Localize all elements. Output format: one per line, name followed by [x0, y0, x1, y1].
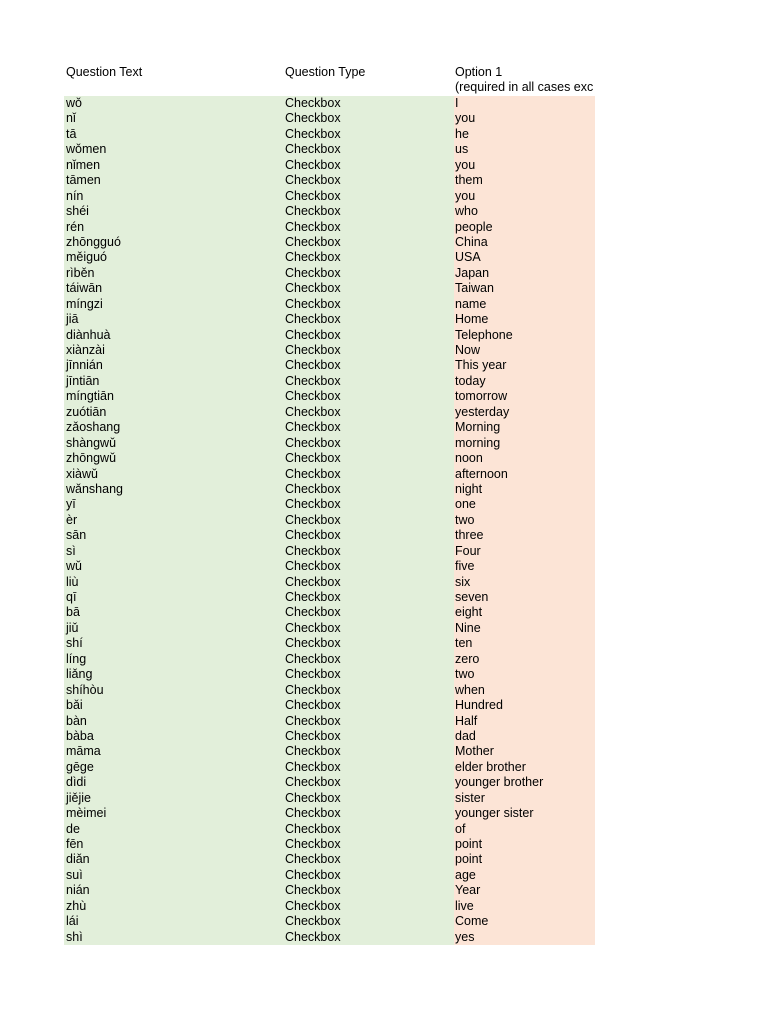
question-text-cell[interactable]: wǎnshang: [64, 482, 283, 497]
question-type-cell[interactable]: Checkbox: [283, 482, 454, 497]
question-type-cell[interactable]: Checkbox: [283, 142, 454, 157]
table-row: [64, 729, 595, 744]
table-row: [64, 436, 595, 451]
question-text-cell[interactable]: nián: [64, 883, 283, 898]
table-row: [64, 405, 595, 420]
question-type-cell[interactable]: Checkbox: [283, 513, 454, 528]
header-option-1-note: (required in all cases exc: [455, 80, 594, 94]
question-type-cell[interactable]: Checkbox: [283, 914, 454, 929]
table-row: [64, 914, 595, 929]
option-1-cell[interactable]: two: [454, 667, 595, 682]
option-1-cell[interactable]: dad: [454, 729, 595, 744]
option-1-cell[interactable]: Mother: [454, 744, 595, 759]
question-text-cell[interactable]: sān: [64, 528, 283, 543]
question-text-cell[interactable]: zhōngguó: [64, 235, 283, 250]
question-text-cell[interactable]: liù: [64, 575, 283, 590]
question-type-cell[interactable]: Checkbox: [283, 96, 454, 111]
option-1-cell[interactable]: seven: [454, 590, 595, 605]
table-row: [64, 899, 595, 914]
option-1-cell[interactable]: noon: [454, 451, 595, 466]
table-row: [64, 667, 595, 682]
question-text-cell[interactable]: nǐmen: [64, 158, 283, 173]
question-type-cell[interactable]: Checkbox: [283, 389, 454, 404]
question-type-cell[interactable]: Checkbox: [283, 189, 454, 204]
option-1-cell[interactable]: you: [454, 189, 595, 204]
option-1-cell[interactable]: younger sister: [454, 806, 595, 821]
option-1-cell[interactable]: you: [454, 111, 595, 126]
question-type-cell[interactable]: Checkbox: [283, 559, 454, 574]
option-1-cell[interactable]: when: [454, 683, 595, 698]
question-type-cell[interactable]: Checkbox: [283, 744, 454, 759]
question-text-cell[interactable]: gēge: [64, 760, 283, 775]
table-row: [64, 482, 595, 497]
question-type-cell[interactable]: Checkbox: [283, 250, 454, 265]
option-1-cell[interactable]: Morning: [454, 420, 595, 435]
question-type-cell[interactable]: Checkbox: [283, 605, 454, 620]
question-type-cell[interactable]: Checkbox: [283, 760, 454, 775]
question-text-cell[interactable]: yī: [64, 497, 283, 512]
header-option-1[interactable]: [455, 65, 595, 95]
question-text-cell[interactable]: bǎi: [64, 698, 283, 713]
table-row: [64, 96, 595, 111]
question-text-cell[interactable]: zhù: [64, 899, 283, 914]
table-row: [64, 204, 595, 219]
option-1-cell[interactable]: Come: [454, 914, 595, 929]
table-row: [64, 544, 595, 559]
question-text-cell[interactable]: tā: [64, 127, 283, 142]
question-text-cell[interactable]: jiā: [64, 312, 283, 327]
question-text-cell[interactable]: jiějie: [64, 791, 283, 806]
option-1-cell[interactable]: us: [454, 142, 595, 157]
table-row: [64, 451, 595, 466]
question-type-cell[interactable]: Checkbox: [283, 575, 454, 590]
table-row: [64, 374, 595, 389]
question-text-cell[interactable]: liǎng: [64, 667, 283, 682]
table-row: [64, 883, 595, 898]
option-1-cell[interactable]: point: [454, 837, 595, 852]
question-text-cell[interactable]: bàba: [64, 729, 283, 744]
option-1-cell[interactable]: yes: [454, 930, 595, 945]
question-type-cell[interactable]: Checkbox: [283, 729, 454, 744]
question-type-cell[interactable]: Checkbox: [283, 220, 454, 235]
option-1-cell[interactable]: Taiwan: [454, 281, 595, 296]
question-text-cell[interactable]: míngzi: [64, 297, 283, 312]
table-row: [64, 775, 595, 790]
table-row: [64, 822, 595, 837]
question-text-cell[interactable]: táiwān: [64, 281, 283, 296]
question-type-cell[interactable]: Checkbox: [283, 621, 454, 636]
option-1-cell[interactable]: Hundred: [454, 698, 595, 713]
option-1-cell[interactable]: night: [454, 482, 595, 497]
question-text-cell[interactable]: zhōngwǔ: [64, 451, 283, 466]
table-row: [64, 220, 595, 235]
option-1-cell[interactable]: USA: [454, 250, 595, 265]
table-row: [64, 744, 595, 759]
question-text-cell[interactable]: shí: [64, 636, 283, 651]
option-1-cell[interactable]: yesterday: [454, 405, 595, 420]
table-row: [64, 127, 595, 142]
option-1-cell[interactable]: today: [454, 374, 595, 389]
question-text-cell[interactable]: shì: [64, 930, 283, 945]
option-1-cell[interactable]: This year: [454, 358, 595, 373]
question-text-cell[interactable]: jiǔ: [64, 621, 283, 636]
header-question-text[interactable]: Question Text: [66, 65, 143, 79]
question-type-cell[interactable]: Checkbox: [283, 714, 454, 729]
question-type-cell[interactable]: Checkbox: [283, 111, 454, 126]
question-type-cell[interactable]: Checkbox: [283, 528, 454, 543]
option-1-cell[interactable]: China: [454, 235, 595, 250]
question-text-cell[interactable]: shéi: [64, 204, 283, 219]
question-type-cell[interactable]: Checkbox: [283, 436, 454, 451]
question-type-cell[interactable]: Checkbox: [283, 343, 454, 358]
table-row: [64, 621, 595, 636]
option-1-cell[interactable]: Home: [454, 312, 595, 327]
question-type-cell[interactable]: Checkbox: [283, 883, 454, 898]
table-row: [64, 312, 595, 327]
option-1-cell[interactable]: live: [454, 899, 595, 914]
option-1-cell[interactable]: Four: [454, 544, 595, 559]
question-type-cell[interactable]: Checkbox: [283, 235, 454, 250]
table-row: [64, 590, 595, 605]
question-type-cell[interactable]: Checkbox: [283, 312, 454, 327]
question-type-cell[interactable]: Checkbox: [283, 636, 454, 651]
table-row: [64, 189, 595, 204]
header-question-type[interactable]: Question Type: [285, 65, 366, 79]
table-row: [64, 235, 595, 250]
question-text-cell[interactable]: jīnnián: [64, 358, 283, 373]
option-1-cell[interactable]: I: [454, 96, 595, 111]
question-text-cell[interactable]: diǎn: [64, 852, 283, 867]
question-text-cell[interactable]: sì: [64, 544, 283, 559]
option-1-cell[interactable]: them: [454, 173, 595, 188]
table-row: [64, 250, 595, 265]
table-row: [64, 852, 595, 867]
question-type-cell[interactable]: Checkbox: [283, 806, 454, 821]
option-1-cell[interactable]: who: [454, 204, 595, 219]
option-1-cell[interactable]: three: [454, 528, 595, 543]
question-text-cell[interactable]: rén: [64, 220, 283, 235]
option-1-cell[interactable]: two: [454, 513, 595, 528]
table-row: [64, 714, 595, 729]
table-row: [64, 636, 595, 651]
question-text-cell[interactable]: māma: [64, 744, 283, 759]
question-text-cell[interactable]: suì: [64, 868, 283, 883]
question-type-cell[interactable]: Checkbox: [283, 899, 454, 914]
table-row: [64, 111, 595, 126]
question-text-cell[interactable]: fēn: [64, 837, 283, 852]
question-type-cell[interactable]: Checkbox: [283, 497, 454, 512]
question-type-cell[interactable]: Checkbox: [283, 173, 454, 188]
option-1-cell[interactable]: name: [454, 297, 595, 312]
option-1-cell[interactable]: tomorrow: [454, 389, 595, 404]
question-type-cell[interactable]: Checkbox: [283, 775, 454, 790]
question-type-cell[interactable]: Checkbox: [283, 868, 454, 883]
question-text-cell[interactable]: bàn: [64, 714, 283, 729]
table-row: [64, 868, 595, 883]
question-text-cell[interactable]: de: [64, 822, 283, 837]
option-1-cell[interactable]: elder brother: [454, 760, 595, 775]
option-1-cell[interactable]: he: [454, 127, 595, 142]
table-row: [64, 683, 595, 698]
question-text-cell[interactable]: shàngwǔ: [64, 436, 283, 451]
question-text-cell[interactable]: měiguó: [64, 250, 283, 265]
option-1-cell[interactable]: Year: [454, 883, 595, 898]
question-type-cell[interactable]: Checkbox: [283, 405, 454, 420]
question-type-cell[interactable]: Checkbox: [283, 281, 454, 296]
option-1-cell[interactable]: Nine: [454, 621, 595, 636]
question-text-cell[interactable]: tāmen: [64, 173, 283, 188]
question-type-cell[interactable]: Checkbox: [283, 837, 454, 852]
question-text-cell[interactable]: rìběn: [64, 266, 283, 281]
question-text-cell[interactable]: míngtiān: [64, 389, 283, 404]
question-type-cell[interactable]: Checkbox: [283, 467, 454, 482]
table-row: [64, 497, 595, 512]
option-1-cell[interactable]: point: [454, 852, 595, 867]
option-1-cell[interactable]: of: [454, 822, 595, 837]
question-type-cell[interactable]: Checkbox: [283, 683, 454, 698]
option-1-cell[interactable]: sister: [454, 791, 595, 806]
option-1-cell[interactable]: one: [454, 497, 595, 512]
question-type-cell[interactable]: Checkbox: [283, 930, 454, 945]
table-row: [64, 575, 595, 590]
question-type-cell[interactable]: Checkbox: [283, 374, 454, 389]
question-text-cell[interactable]: bā: [64, 605, 283, 620]
table-row: [64, 158, 595, 173]
option-1-cell[interactable]: Now: [454, 343, 595, 358]
question-text-cell[interactable]: jīntiān: [64, 374, 283, 389]
question-type-cell[interactable]: Checkbox: [283, 266, 454, 281]
question-text-cell[interactable]: nín: [64, 189, 283, 204]
question-type-cell[interactable]: Checkbox: [283, 667, 454, 682]
question-type-cell[interactable]: Checkbox: [283, 822, 454, 837]
option-1-cell[interactable]: you: [454, 158, 595, 173]
table-row: [64, 605, 595, 620]
table-row: [64, 467, 595, 482]
question-type-cell[interactable]: Checkbox: [283, 358, 454, 373]
table-row: [64, 806, 595, 821]
question-text-cell[interactable]: diànhuà: [64, 328, 283, 343]
option-1-cell[interactable]: six: [454, 575, 595, 590]
question-type-cell[interactable]: Checkbox: [283, 127, 454, 142]
question-text-cell[interactable]: wǒmen: [64, 142, 283, 157]
question-text-cell[interactable]: líng: [64, 652, 283, 667]
table-row: [64, 173, 595, 188]
question-text-cell[interactable]: zǎoshang: [64, 420, 283, 435]
question-type-cell[interactable]: Checkbox: [283, 544, 454, 559]
question-table-body: [64, 96, 595, 945]
table-row: [64, 652, 595, 667]
question-type-cell[interactable]: Checkbox: [283, 652, 454, 667]
question-text-cell[interactable]: xiànzài: [64, 343, 283, 358]
question-text-cell[interactable]: qī: [64, 590, 283, 605]
table-row: [64, 420, 595, 435]
table-row: [64, 513, 595, 528]
table-row: [64, 328, 595, 343]
option-1-cell[interactable]: zero: [454, 652, 595, 667]
question-type-cell[interactable]: Checkbox: [283, 297, 454, 312]
table-row: [64, 281, 595, 296]
table-row: [64, 343, 595, 358]
option-1-cell[interactable]: Telephone: [454, 328, 595, 343]
question-type-cell[interactable]: Checkbox: [283, 698, 454, 713]
option-1-cell[interactable]: eight: [454, 605, 595, 620]
question-text-cell[interactable]: shíhòu: [64, 683, 283, 698]
question-text-cell[interactable]: xiàwǔ: [64, 467, 283, 482]
table-row: [64, 837, 595, 852]
option-1-cell[interactable]: afternoon: [454, 467, 595, 482]
table-row: [64, 559, 595, 574]
table-row: [64, 930, 595, 945]
question-text-cell[interactable]: dìdi: [64, 775, 283, 790]
question-type-cell[interactable]: Checkbox: [283, 791, 454, 806]
question-type-cell[interactable]: Checkbox: [283, 204, 454, 219]
table-row: [64, 266, 595, 281]
question-type-cell[interactable]: Checkbox: [283, 852, 454, 867]
question-text-cell[interactable]: wǒ: [64, 96, 283, 111]
option-1-cell[interactable]: Half: [454, 714, 595, 729]
table-row: [64, 698, 595, 713]
table-row: [64, 297, 595, 312]
table-row: [64, 528, 595, 543]
question-text-cell[interactable]: nǐ: [64, 111, 283, 126]
option-1-cell[interactable]: people: [454, 220, 595, 235]
question-type-cell[interactable]: Checkbox: [283, 420, 454, 435]
question-text-cell[interactable]: zuótiān: [64, 405, 283, 420]
option-1-cell[interactable]: five: [454, 559, 595, 574]
option-1-cell[interactable]: morning: [454, 436, 595, 451]
question-text-cell[interactable]: mèimei: [64, 806, 283, 821]
table-row: [64, 389, 595, 404]
option-1-cell[interactable]: younger brother: [454, 775, 595, 790]
question-text-cell[interactable]: wǔ: [64, 559, 283, 574]
table-row: [64, 791, 595, 806]
table-row: [64, 142, 595, 157]
question-type-cell[interactable]: Checkbox: [283, 328, 454, 343]
question-text-cell[interactable]: lái: [64, 914, 283, 929]
question-type-cell[interactable]: Checkbox: [283, 451, 454, 466]
option-1-cell[interactable]: age: [454, 868, 595, 883]
table-row: [64, 760, 595, 775]
question-text-cell[interactable]: èr: [64, 513, 283, 528]
header-option-1-label: Option 1: [455, 65, 503, 79]
question-type-cell[interactable]: Checkbox: [283, 590, 454, 605]
option-1-cell[interactable]: Japan: [454, 266, 595, 281]
option-1-cell[interactable]: ten: [454, 636, 595, 651]
table-row: [64, 358, 595, 373]
question-type-cell[interactable]: Checkbox: [283, 158, 454, 173]
